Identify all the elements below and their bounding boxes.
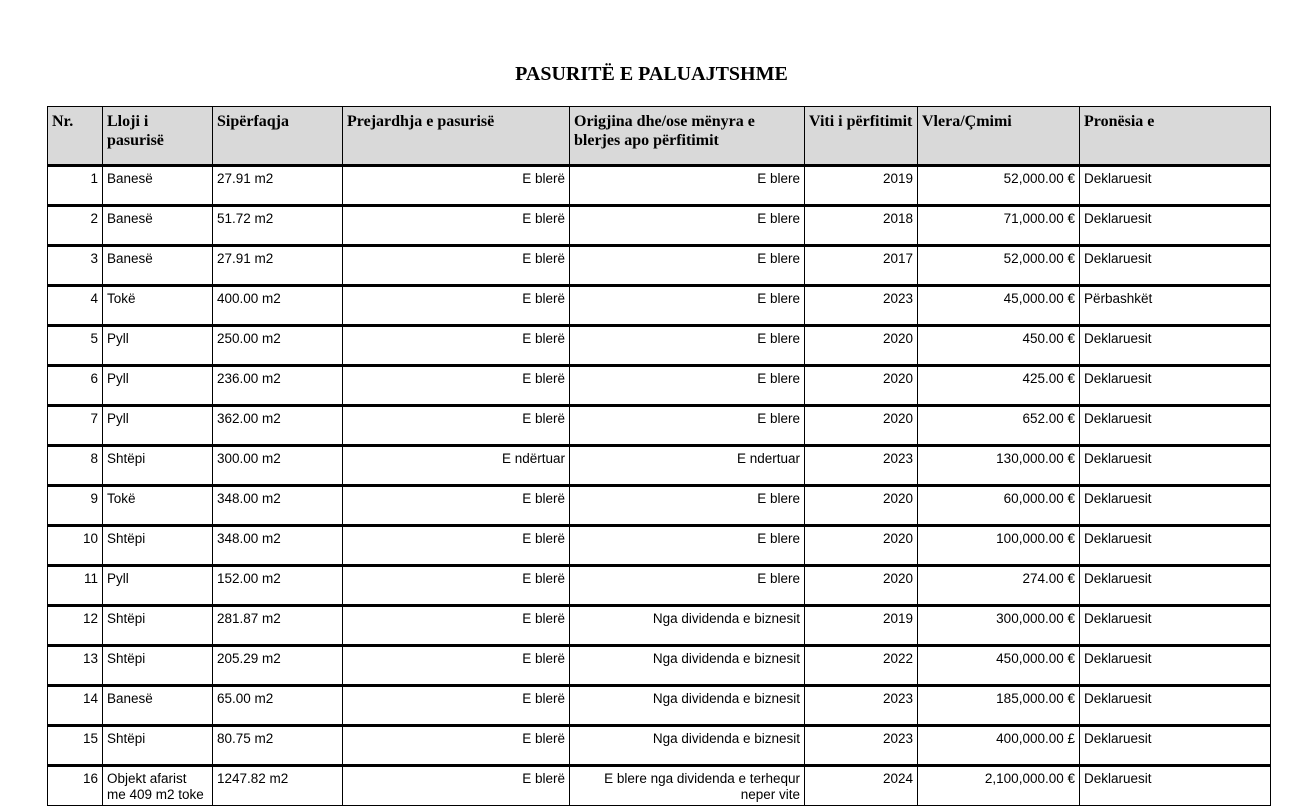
cell-area: 250.00 m2 bbox=[213, 326, 343, 366]
cell-origin: Nga dividenda e biznesit bbox=[570, 646, 805, 686]
cell-value: 185,000.00 € bbox=[918, 686, 1080, 726]
cell-nr: 5 bbox=[48, 326, 103, 366]
cell-area: 236.00 m2 bbox=[213, 366, 343, 406]
cell-type: Shtëpi bbox=[103, 446, 213, 486]
cell-year: 2020 bbox=[805, 366, 918, 406]
cell-type: Tokë bbox=[103, 486, 213, 526]
table-row bbox=[48, 366, 1271, 406]
table-header-row bbox=[48, 107, 1271, 166]
cell-area: 281.87 m2 bbox=[213, 606, 343, 646]
cell-year: 2018 bbox=[805, 206, 918, 246]
cell-type: Shtëpi bbox=[103, 606, 213, 646]
table-row bbox=[48, 286, 1271, 326]
cell-value: 400,000.00 £ bbox=[918, 726, 1080, 766]
cell-nr: 16 bbox=[48, 766, 103, 806]
cell-origin: E blere bbox=[570, 166, 805, 206]
cell-origin: E blere bbox=[570, 206, 805, 246]
cell-source: E blerë bbox=[343, 406, 570, 446]
cell-ownership: Deklaruesit bbox=[1080, 246, 1271, 286]
table-row bbox=[48, 686, 1271, 726]
cell-type: Shtëpi bbox=[103, 526, 213, 566]
cell-type: Objekt afarist me 409 m2 toke bbox=[103, 766, 213, 806]
cell-origin: E ndertuar bbox=[570, 446, 805, 486]
cell-ownership: Deklaruesit bbox=[1080, 406, 1271, 446]
cell-ownership: Deklaruesit bbox=[1080, 726, 1271, 766]
cell-value: 130,000.00 € bbox=[918, 446, 1080, 486]
table-row bbox=[48, 206, 1271, 246]
cell-nr: 13 bbox=[48, 646, 103, 686]
cell-type: Pyll bbox=[103, 366, 213, 406]
cell-type: Pyll bbox=[103, 566, 213, 606]
cell-year: 2020 bbox=[805, 406, 918, 446]
cell-nr: 4 bbox=[48, 286, 103, 326]
column-header-origin: Origjina dhe/ose mënyra e blerjes apo përfitimit bbox=[570, 107, 805, 166]
cell-source: E blerë bbox=[343, 686, 570, 726]
cell-value: 425.00 € bbox=[918, 366, 1080, 406]
cell-source: E blerë bbox=[343, 366, 570, 406]
cell-ownership: Deklaruesit bbox=[1080, 446, 1271, 486]
cell-nr: 2 bbox=[48, 206, 103, 246]
cell-year: 2020 bbox=[805, 526, 918, 566]
cell-source: E blerë bbox=[343, 566, 570, 606]
cell-origin: E blere bbox=[570, 366, 805, 406]
cell-type: Shtëpi bbox=[103, 726, 213, 766]
cell-value: 300,000.00 € bbox=[918, 606, 1080, 646]
table-row bbox=[48, 526, 1271, 566]
cell-type: Pyll bbox=[103, 406, 213, 446]
cell-nr: 1 bbox=[48, 166, 103, 206]
cell-value: 71,000.00 € bbox=[918, 206, 1080, 246]
cell-value: 52,000.00 € bbox=[918, 166, 1080, 206]
cell-source: E blerë bbox=[343, 606, 570, 646]
cell-source: E blerë bbox=[343, 166, 570, 206]
cell-origin: Nga dividenda e biznesit bbox=[570, 726, 805, 766]
cell-type: Banesë bbox=[103, 166, 213, 206]
cell-year: 2020 bbox=[805, 486, 918, 526]
cell-source: E blerë bbox=[343, 486, 570, 526]
cell-area: 362.00 m2 bbox=[213, 406, 343, 446]
column-header-year: Viti i përfitimit bbox=[805, 107, 918, 166]
cell-ownership: Deklaruesit bbox=[1080, 766, 1271, 806]
cell-year: 2023 bbox=[805, 726, 918, 766]
cell-nr: 10 bbox=[48, 526, 103, 566]
cell-source: E blerë bbox=[343, 326, 570, 366]
cell-area: 65.00 m2 bbox=[213, 686, 343, 726]
cell-ownership: Përbashkët bbox=[1080, 286, 1271, 326]
cell-origin: E blere bbox=[570, 526, 805, 566]
cell-area: 205.29 m2 bbox=[213, 646, 343, 686]
cell-year: 2019 bbox=[805, 166, 918, 206]
cell-nr: 14 bbox=[48, 686, 103, 726]
cell-type: Banesë bbox=[103, 246, 213, 286]
cell-value: 274.00 € bbox=[918, 566, 1080, 606]
cell-value: 52,000.00 € bbox=[918, 246, 1080, 286]
cell-value: 100,000.00 € bbox=[918, 526, 1080, 566]
cell-origin: E blere bbox=[570, 566, 805, 606]
cell-origin: E blere bbox=[570, 246, 805, 286]
assets-table bbox=[47, 106, 1271, 806]
cell-area: 348.00 m2 bbox=[213, 486, 343, 526]
table-row bbox=[48, 406, 1271, 446]
table-row bbox=[48, 726, 1271, 766]
cell-area: 348.00 m2 bbox=[213, 526, 343, 566]
column-header-type: Lloji i pasurisë bbox=[103, 107, 213, 166]
cell-nr: 6 bbox=[48, 366, 103, 406]
cell-nr: 12 bbox=[48, 606, 103, 646]
column-header-area: Sipërfaqja bbox=[213, 107, 343, 166]
cell-year: 2024 bbox=[805, 766, 918, 806]
cell-area: 300.00 m2 bbox=[213, 446, 343, 486]
cell-ownership: Deklaruesit bbox=[1080, 366, 1271, 406]
cell-source: E blerë bbox=[343, 766, 570, 806]
cell-year: 2017 bbox=[805, 246, 918, 286]
table-row bbox=[48, 446, 1271, 486]
cell-year: 2020 bbox=[805, 326, 918, 366]
cell-nr: 3 bbox=[48, 246, 103, 286]
cell-nr: 8 bbox=[48, 446, 103, 486]
cell-type: Pyll bbox=[103, 326, 213, 366]
cell-value: 45,000.00 € bbox=[918, 286, 1080, 326]
cell-ownership: Deklaruesit bbox=[1080, 486, 1271, 526]
cell-source: E blerë bbox=[343, 646, 570, 686]
cell-area: 152.00 m2 bbox=[213, 566, 343, 606]
cell-ownership: Deklaruesit bbox=[1080, 526, 1271, 566]
cell-year: 2020 bbox=[805, 566, 918, 606]
cell-year: 2023 bbox=[805, 286, 918, 326]
cell-area: 1247.82 m2 bbox=[213, 766, 343, 806]
page-title: PASURITË E PALUAJTSHME bbox=[515, 63, 788, 85]
cell-type: Tokë bbox=[103, 286, 213, 326]
cell-origin: E blere bbox=[570, 326, 805, 366]
cell-value: 450.00 € bbox=[918, 326, 1080, 366]
cell-ownership: Deklaruesit bbox=[1080, 326, 1271, 366]
cell-nr: 9 bbox=[48, 486, 103, 526]
cell-value: 60,000.00 € bbox=[918, 486, 1080, 526]
cell-area: 27.91 m2 bbox=[213, 246, 343, 286]
cell-source: E ndërtuar bbox=[343, 446, 570, 486]
cell-ownership: Deklaruesit bbox=[1080, 646, 1271, 686]
cell-area: 27.91 m2 bbox=[213, 166, 343, 206]
cell-nr: 7 bbox=[48, 406, 103, 446]
cell-area: 51.72 m2 bbox=[213, 206, 343, 246]
cell-ownership: Deklaruesit bbox=[1080, 686, 1271, 726]
cell-origin: E blere bbox=[570, 406, 805, 446]
cell-source: E blerë bbox=[343, 286, 570, 326]
cell-ownership: Deklaruesit bbox=[1080, 606, 1271, 646]
cell-value: 2,100,000.00 € bbox=[918, 766, 1080, 806]
cell-nr: 15 bbox=[48, 726, 103, 766]
cell-area: 400.00 m2 bbox=[213, 286, 343, 326]
cell-source: E blerë bbox=[343, 726, 570, 766]
cell-ownership: Deklaruesit bbox=[1080, 166, 1271, 206]
cell-origin: E blere nga dividenda e terhequr neper vite bbox=[570, 766, 805, 806]
cell-year: 2019 bbox=[805, 606, 918, 646]
cell-year: 2023 bbox=[805, 686, 918, 726]
cell-type: Banesë bbox=[103, 206, 213, 246]
cell-value: 450,000.00 € bbox=[918, 646, 1080, 686]
table-row bbox=[48, 246, 1271, 286]
table-row bbox=[48, 766, 1271, 806]
cell-type: Banesë bbox=[103, 686, 213, 726]
table-row bbox=[48, 486, 1271, 526]
cell-source: E blerë bbox=[343, 206, 570, 246]
cell-year: 2023 bbox=[805, 446, 918, 486]
table-row bbox=[48, 646, 1271, 686]
cell-source: E blerë bbox=[343, 246, 570, 286]
cell-origin: E blere bbox=[570, 286, 805, 326]
cell-origin: Nga dividenda e biznesit bbox=[570, 686, 805, 726]
column-header-nr: Nr. bbox=[48, 107, 103, 166]
cell-origin: E blere bbox=[570, 486, 805, 526]
cell-ownership: Deklaruesit bbox=[1080, 566, 1271, 606]
cell-type: Shtëpi bbox=[103, 646, 213, 686]
cell-year: 2022 bbox=[805, 646, 918, 686]
cell-origin: Nga dividenda e biznesit bbox=[570, 606, 805, 646]
table-row bbox=[48, 606, 1271, 646]
table-row bbox=[48, 166, 1271, 206]
cell-nr: 11 bbox=[48, 566, 103, 606]
cell-value: 652.00 € bbox=[918, 406, 1080, 446]
cell-area: 80.75 m2 bbox=[213, 726, 343, 766]
cell-ownership: Deklaruesit bbox=[1080, 206, 1271, 246]
column-header-ownership: Pronësia e bbox=[1080, 107, 1271, 166]
table-row bbox=[48, 326, 1271, 366]
column-header-value: Vlera/Çmimi bbox=[918, 107, 1080, 166]
cell-source: E blerë bbox=[343, 526, 570, 566]
column-header-source: Prejardhja e pasurisë bbox=[343, 107, 570, 166]
table-row bbox=[48, 566, 1271, 606]
